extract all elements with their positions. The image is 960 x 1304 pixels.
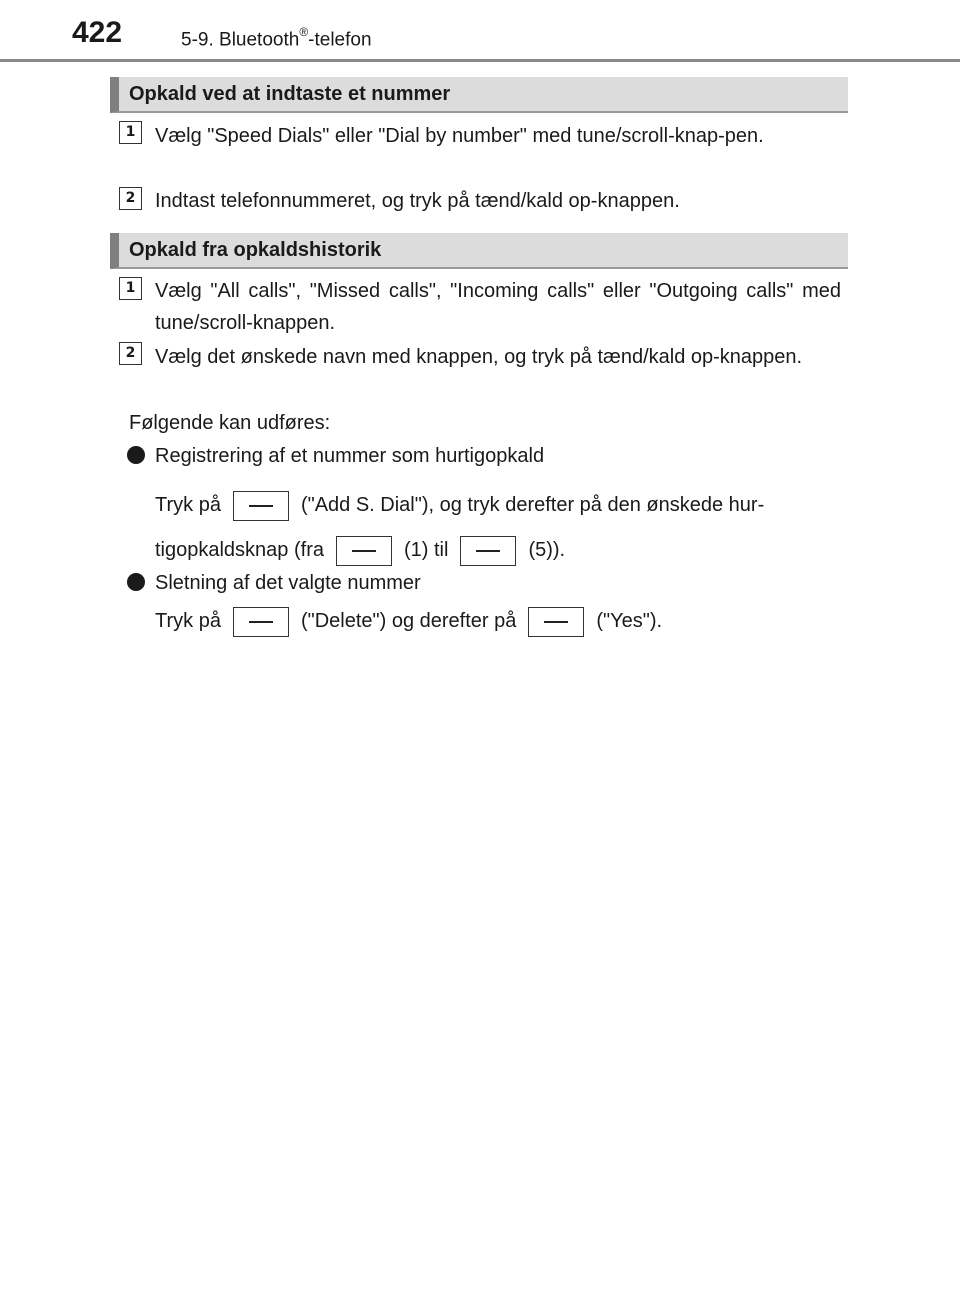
note-text: ("Add S. Dial"), og tryk derefter på den ønskede hur- — [300, 494, 765, 516]
chapter-title — [181, 27, 372, 51]
note-text: tigopkaldsknap (fra — [155, 539, 324, 561]
dash-icon — [544, 621, 568, 623]
note-title: Sletning af det valgte nummer — [155, 572, 421, 594]
note-text: (5)). — [528, 539, 566, 561]
bullet-icon — [127, 573, 145, 591]
section-heading-dial-number — [110, 77, 848, 113]
step-text: Vælg "All calls", "Missed calls", "Incoming calls" eller "Outgoing calls" med tune/scroll-knappen. — [155, 280, 841, 334]
section-heading-text: Opkald ved at indtaste et nummer — [129, 83, 451, 105]
section-heading-call-history — [110, 233, 848, 269]
note-text: ("Yes"). — [596, 610, 663, 632]
screen-button-icon — [233, 607, 289, 637]
screen-button-icon — [460, 536, 516, 566]
dash-icon — [352, 550, 376, 552]
page-number: 422 — [72, 16, 123, 49]
note-text: Tryk på — [155, 610, 221, 632]
screen-button-icon — [233, 491, 289, 521]
note-title: Registrering af et nummer som hurtigopkald — [155, 445, 545, 467]
note-text: Tryk på — [155, 494, 221, 516]
dash-icon — [249, 505, 273, 507]
dash-icon — [476, 550, 500, 552]
note-instruction-line — [155, 605, 662, 637]
chapter-title-prefix: 5-9. Bluetooth — [181, 29, 300, 51]
note-text: ("Delete") og derefter på — [300, 610, 517, 632]
step-text: Vælg "Speed Dials" eller "Dial by number" med tune/scroll-knap-pen. — [155, 125, 764, 147]
chapter-title-suffix: -telefon — [308, 29, 372, 51]
bullet-icon — [127, 446, 145, 464]
screen-button-icon — [336, 536, 392, 566]
step-text: Vælg det ønskede navn med knappen, og tryk på tænd/kald op-knappen. — [155, 346, 803, 368]
note-text: (1) til — [403, 539, 449, 561]
dash-icon — [249, 621, 273, 623]
note-instruction-line — [155, 489, 764, 521]
step-number: 1 — [119, 121, 142, 144]
step-number: 2 — [119, 187, 142, 210]
section-heading-text: Opkald fra opkaldshistorik — [129, 239, 382, 261]
header-divider — [0, 59, 960, 62]
notes-intro: Følgende kan udføres: — [129, 412, 331, 434]
registered-mark: ® — [299, 25, 309, 39]
step-text: Indtast telefonnummeret, og tryk på tænd/kald op-knappen. — [155, 190, 680, 212]
step-number: 1 — [119, 277, 142, 300]
step-number: 2 — [119, 342, 142, 365]
note-instruction-line — [155, 534, 565, 566]
screen-button-icon — [528, 607, 584, 637]
